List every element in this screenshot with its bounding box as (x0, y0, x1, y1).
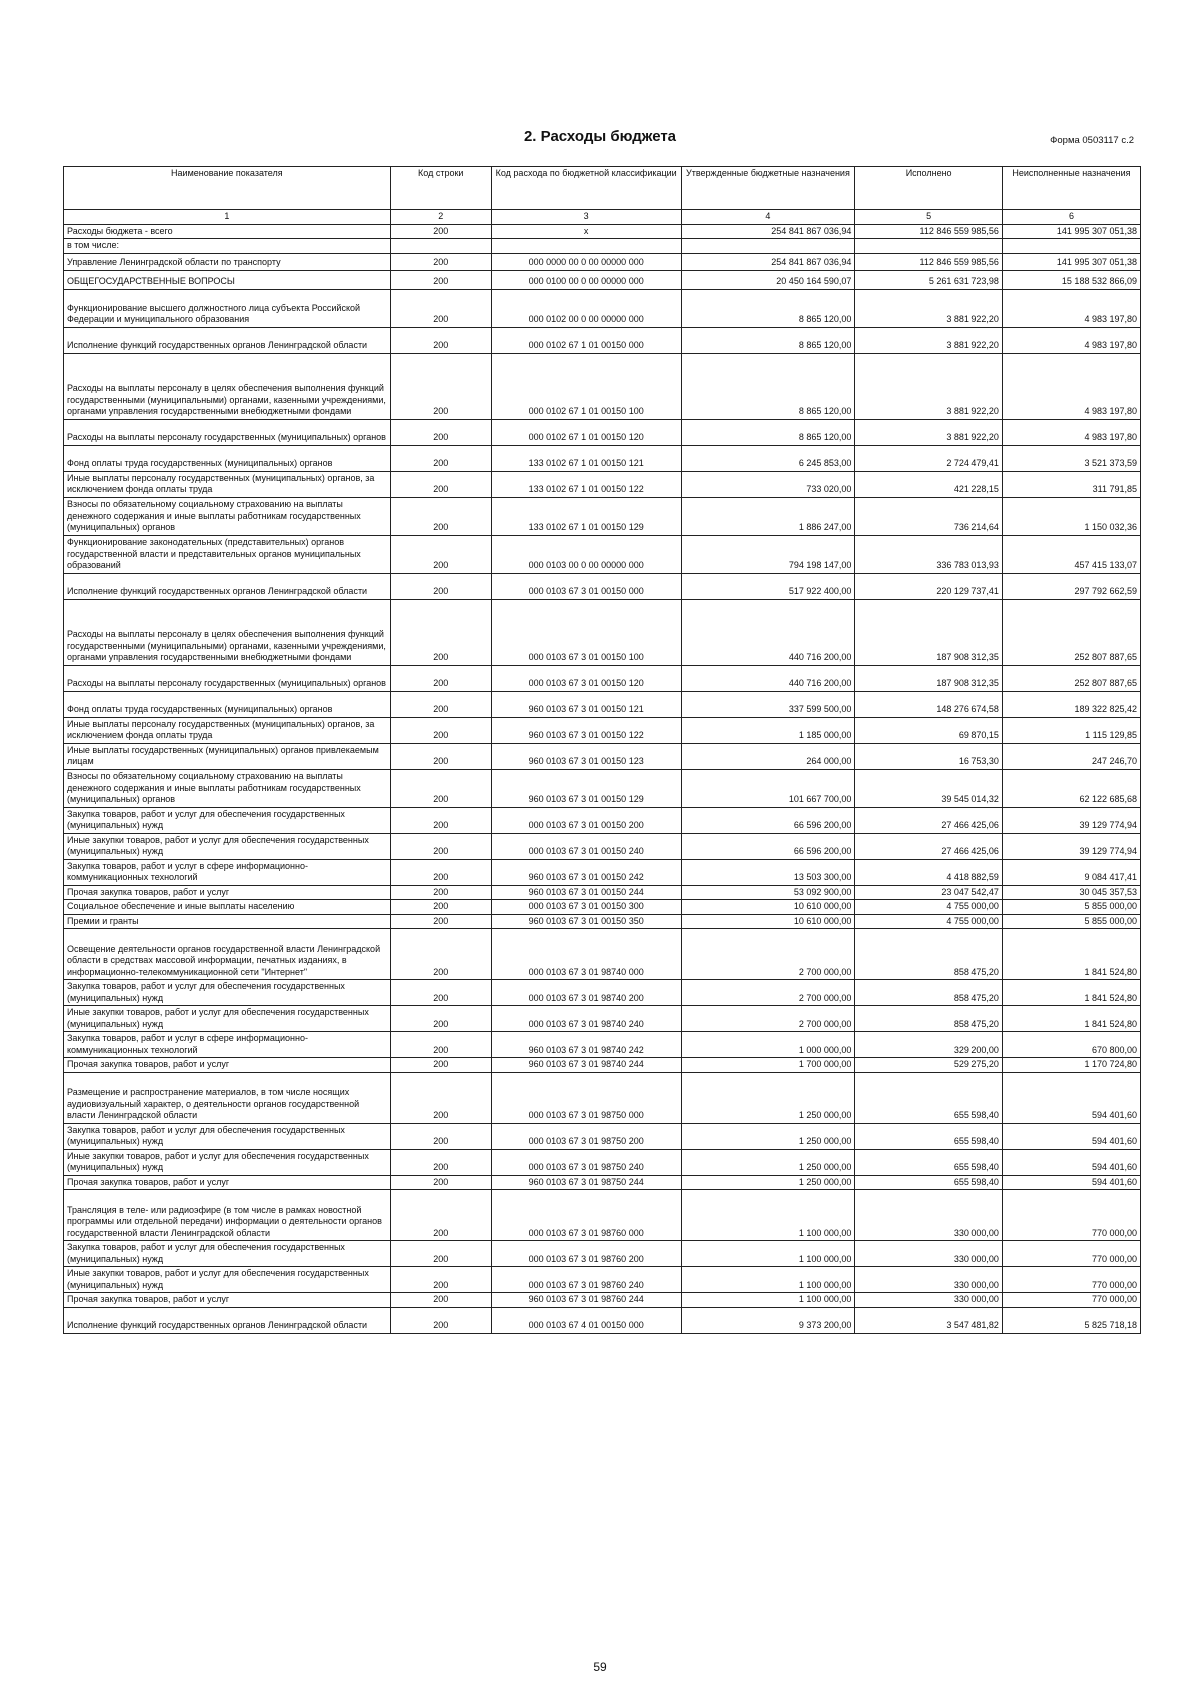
table-row (64, 1058, 1141, 1073)
row-approved-amount: 1 250 000,00 (681, 1149, 855, 1175)
row-executed-amount: 3 881 922,20 (855, 419, 1003, 445)
column-header: Утвержденные бюджетные назначения (681, 167, 855, 210)
table-row (64, 1307, 1141, 1333)
table-row (64, 769, 1141, 807)
row-budget-code: 000 0103 67 3 01 00150 120 (491, 665, 681, 691)
row-line-code: 200 (390, 833, 491, 859)
row-budget-code: 000 0103 67 3 01 98750 240 (491, 1149, 681, 1175)
table-row (64, 1293, 1141, 1308)
row-line-code: 200 (390, 573, 491, 599)
row-line-code: 200 (390, 535, 491, 573)
row-unexecuted-amount: 457 415 133,07 (1002, 535, 1140, 573)
row-executed-amount: 421 228,15 (855, 471, 1003, 497)
table-row (64, 1267, 1141, 1293)
row-line-code: 200 (390, 327, 491, 353)
row-executed-amount (855, 239, 1003, 254)
row-name: Расходы на выплаты персоналу государственных (муниципальных) органов (64, 419, 391, 445)
column-number: 3 (491, 210, 681, 225)
table-row (64, 445, 1141, 471)
row-unexecuted-amount: 670 800,00 (1002, 1032, 1140, 1058)
table-row (64, 1175, 1141, 1190)
column-number: 5 (855, 210, 1003, 225)
row-name: Закупка товаров, работ и услуг для обеспечения государственных (муниципальных) нужд (64, 1123, 391, 1149)
row-name: Премии и гранты (64, 914, 391, 929)
row-budget-code: 000 0103 67 4 01 00150 000 (491, 1307, 681, 1333)
row-budget-code: 960 0103 67 3 01 00150 122 (491, 717, 681, 743)
row-unexecuted-amount: 9 084 417,41 (1002, 859, 1140, 885)
row-budget-code: 960 0103 67 3 01 00150 129 (491, 769, 681, 807)
row-name: Расходы на выплаты персоналу государственных (муниципальных) органов (64, 665, 391, 691)
row-line-code: 200 (390, 1006, 491, 1032)
row-budget-code: 000 0100 00 0 00 00000 000 (491, 270, 681, 289)
row-budget-code: 960 0103 67 3 01 98740 244 (491, 1058, 681, 1073)
row-approved-amount: 794 198 147,00 (681, 535, 855, 573)
table-row (64, 1123, 1141, 1149)
table-row (64, 1072, 1141, 1123)
row-name: Расходы бюджета - всего (64, 224, 391, 239)
column-header: Код расхода по бюджетной классификации (491, 167, 681, 210)
table-row (64, 1006, 1141, 1032)
row-line-code: 200 (390, 1241, 491, 1267)
row-approved-amount: 733 020,00 (681, 471, 855, 497)
row-line-code: 200 (390, 1190, 491, 1241)
table-row (64, 535, 1141, 573)
row-unexecuted-amount: 141 995 307 051,38 (1002, 253, 1140, 270)
row-line-code: 200 (390, 497, 491, 535)
row-approved-amount: 20 450 164 590,07 (681, 270, 855, 289)
row-approved-amount: 9 373 200,00 (681, 1307, 855, 1333)
row-unexecuted-amount (1002, 239, 1140, 254)
table-row (64, 1241, 1141, 1267)
row-name: Закупка товаров, работ и услуг для обеспечения государственных (муниципальных) нужд (64, 980, 391, 1006)
row-line-code: 200 (390, 980, 491, 1006)
row-approved-amount: 440 716 200,00 (681, 599, 855, 665)
row-budget-code: 000 0103 67 3 01 00150 000 (491, 573, 681, 599)
row-approved-amount: 2 700 000,00 (681, 980, 855, 1006)
row-executed-amount: 4 755 000,00 (855, 900, 1003, 915)
row-unexecuted-amount: 594 401,60 (1002, 1149, 1140, 1175)
table-row (64, 833, 1141, 859)
row-approved-amount: 101 667 700,00 (681, 769, 855, 807)
row-executed-amount: 330 000,00 (855, 1293, 1003, 1308)
row-line-code: 200 (390, 471, 491, 497)
row-unexecuted-amount: 30 045 357,53 (1002, 885, 1140, 900)
row-budget-code: 000 0103 67 3 01 98740 200 (491, 980, 681, 1006)
row-unexecuted-amount: 141 995 307 051,38 (1002, 224, 1140, 239)
row-approved-amount: 8 865 120,00 (681, 327, 855, 353)
row-executed-amount: 336 783 013,93 (855, 535, 1003, 573)
row-unexecuted-amount: 1 841 524,80 (1002, 980, 1140, 1006)
row-budget-code: 000 0103 00 0 00 00000 000 (491, 535, 681, 573)
row-executed-amount: 655 598,40 (855, 1149, 1003, 1175)
row-budget-code: 000 0103 67 3 01 00150 300 (491, 900, 681, 915)
table-row (64, 929, 1141, 980)
row-executed-amount: 736 214,64 (855, 497, 1003, 535)
row-budget-code: 960 0103 67 3 01 00150 350 (491, 914, 681, 929)
table-row (64, 859, 1141, 885)
table-row (64, 885, 1141, 900)
row-approved-amount: 440 716 200,00 (681, 665, 855, 691)
row-approved-amount: 1 250 000,00 (681, 1123, 855, 1149)
row-approved-amount: 517 922 400,00 (681, 573, 855, 599)
row-name: Расходы на выплаты персоналу в целях обеспечения выполнения функций государственными (муниципальными) органами, казенными учреждениями, органами управления государственными внебюджетными фондами (64, 599, 391, 665)
row-executed-amount: 187 908 312,35 (855, 599, 1003, 665)
row-line-code: 200 (390, 1072, 491, 1123)
row-name: Иные выплаты персоналу государственных (муниципальных) органов, за исключением фонда оплаты труда (64, 471, 391, 497)
row-name: Иные закупки товаров, работ и услуг для обеспечения государственных (муниципальных) нужд (64, 833, 391, 859)
row-line-code: 200 (390, 717, 491, 743)
row-name: Прочая закупка товаров, работ и услуг (64, 885, 391, 900)
row-budget-code: 000 0103 67 3 01 98760 000 (491, 1190, 681, 1241)
row-name: Функционирование законодательных (представительных) органов государственной власти и представительных органов муниципальных образований (64, 535, 391, 573)
column-number-row (64, 210, 1141, 225)
row-unexecuted-amount: 39 129 774,94 (1002, 807, 1140, 833)
row-name: Управление Ленинградской области по транспорту (64, 253, 391, 270)
row-name: Расходы на выплаты персоналу в целях обеспечения выполнения функций государственными (муниципальными) органами, казенными учреждениями, органами управления государственными внебюджетными фондами (64, 353, 391, 419)
row-approved-amount: 1 100 000,00 (681, 1190, 855, 1241)
table-row (64, 224, 1141, 239)
row-approved-amount: 1 000 000,00 (681, 1032, 855, 1058)
row-name: Взносы по обязательному социальному страхованию на выплаты денежного содержания и иные выплаты работникам государственных (муниципальных) органов (64, 769, 391, 807)
row-approved-amount: 2 700 000,00 (681, 929, 855, 980)
column-header: Исполнено (855, 167, 1003, 210)
row-unexecuted-amount: 770 000,00 (1002, 1190, 1140, 1241)
row-budget-code: 133 0102 67 1 01 00150 121 (491, 445, 681, 471)
row-line-code: 200 (390, 1175, 491, 1190)
row-approved-amount: 66 596 200,00 (681, 807, 855, 833)
row-executed-amount: 330 000,00 (855, 1241, 1003, 1267)
row-budget-code: 000 0103 67 3 01 00150 200 (491, 807, 681, 833)
row-budget-code: 000 0103 67 3 01 98750 000 (491, 1072, 681, 1123)
row-executed-amount: 858 475,20 (855, 929, 1003, 980)
table-row (64, 665, 1141, 691)
row-unexecuted-amount: 1 841 524,80 (1002, 1006, 1140, 1032)
row-executed-amount: 655 598,40 (855, 1123, 1003, 1149)
row-name: Иные закупки товаров, работ и услуг для обеспечения государственных (муниципальных) нужд (64, 1149, 391, 1175)
row-executed-amount: 858 475,20 (855, 980, 1003, 1006)
table-row (64, 743, 1141, 769)
row-line-code: 200 (390, 885, 491, 900)
row-executed-amount: 529 275,20 (855, 1058, 1003, 1073)
row-name: Взносы по обязательному социальному страхованию на выплаты денежного содержания и иные выплаты работникам государственных (муниципальных) органов (64, 497, 391, 535)
row-name: Закупка товаров, работ и услуг в сфере информационно-коммуникационных технологий (64, 1032, 391, 1058)
row-budget-code: 000 0103 67 3 01 00150 240 (491, 833, 681, 859)
row-executed-amount: 23 047 542,47 (855, 885, 1003, 900)
row-name: Иные выплаты персоналу государственных (муниципальных) органов, за исключением фонда оплаты труда (64, 717, 391, 743)
row-name: Иные выплаты государственных (муниципальных) органов привлекаемым лицам (64, 743, 391, 769)
row-executed-amount: 69 870,15 (855, 717, 1003, 743)
row-executed-amount: 4 418 882,59 (855, 859, 1003, 885)
table-row (64, 691, 1141, 717)
table-row (64, 1190, 1141, 1241)
row-budget-code: x (491, 224, 681, 239)
row-budget-code: 960 0103 67 3 01 98760 244 (491, 1293, 681, 1308)
row-budget-code: 960 0103 67 3 01 00150 123 (491, 743, 681, 769)
table-row (64, 353, 1141, 419)
row-name: в том числе: (64, 239, 391, 254)
row-approved-amount: 2 700 000,00 (681, 1006, 855, 1032)
row-line-code: 200 (390, 665, 491, 691)
row-unexecuted-amount: 5 855 000,00 (1002, 914, 1140, 929)
row-unexecuted-amount: 62 122 685,68 (1002, 769, 1140, 807)
row-executed-amount: 3 881 922,20 (855, 353, 1003, 419)
row-approved-amount: 1 700 000,00 (681, 1058, 855, 1073)
row-line-code: 200 (390, 224, 491, 239)
row-approved-amount: 254 841 867 036,94 (681, 224, 855, 239)
row-name: Функционирование высшего должностного лица субъекта Российской Федерации и муниципального образования (64, 289, 391, 327)
row-budget-code: 133 0102 67 1 01 00150 122 (491, 471, 681, 497)
row-name: Трансляция в теле- или радиоэфире (в том числе в рамках новостной программы или отдельной передачи) информации о деятельности органов государственной власти Ленинградской области (64, 1190, 391, 1241)
row-name: Прочая закупка товаров, работ и услуг (64, 1058, 391, 1073)
row-executed-amount: 5 261 631 723,98 (855, 270, 1003, 289)
row-budget-code: 960 0103 67 3 01 00150 121 (491, 691, 681, 717)
row-approved-amount: 1 100 000,00 (681, 1293, 855, 1308)
row-line-code: 200 (390, 929, 491, 980)
row-unexecuted-amount: 252 807 887,65 (1002, 599, 1140, 665)
row-executed-amount: 655 598,40 (855, 1175, 1003, 1190)
row-budget-code: 000 0102 67 1 01 00150 120 (491, 419, 681, 445)
table-row (64, 914, 1141, 929)
table-row (64, 419, 1141, 445)
row-unexecuted-amount: 1 841 524,80 (1002, 929, 1140, 980)
row-line-code: 200 (390, 691, 491, 717)
row-unexecuted-amount: 594 401,60 (1002, 1175, 1140, 1190)
table-row (64, 327, 1141, 353)
row-budget-code: 960 0103 67 3 01 00150 244 (491, 885, 681, 900)
row-unexecuted-amount: 311 791,85 (1002, 471, 1140, 497)
row-budget-code: 960 0103 67 3 01 98750 244 (491, 1175, 681, 1190)
table-row (64, 1032, 1141, 1058)
form-code: Форма 0503117 с.2 (1050, 135, 1134, 146)
row-line-code: 200 (390, 1123, 491, 1149)
row-budget-code: 000 0102 67 1 01 00150 000 (491, 327, 681, 353)
row-name: Фонд оплаты труда государственных (муниципальных) органов (64, 691, 391, 717)
row-executed-amount: 148 276 674,58 (855, 691, 1003, 717)
table-row (64, 807, 1141, 833)
row-unexecuted-amount: 4 983 197,80 (1002, 327, 1140, 353)
column-number: 1 (64, 210, 391, 225)
row-approved-amount: 53 092 900,00 (681, 885, 855, 900)
row-line-code: 200 (390, 445, 491, 471)
row-line-code (390, 239, 491, 254)
row-approved-amount: 6 245 853,00 (681, 445, 855, 471)
table-row (64, 471, 1141, 497)
row-unexecuted-amount: 189 322 825,42 (1002, 691, 1140, 717)
row-name: Иные закупки товаров, работ и услуг для обеспечения государственных (муниципальных) нужд (64, 1006, 391, 1032)
row-name: Исполнение функций государственных органов Ленинградской области (64, 1307, 391, 1333)
column-header: Код строки (390, 167, 491, 210)
table-header-row (64, 167, 1141, 210)
row-name: Иные закупки товаров, работ и услуг для обеспечения государственных (муниципальных) нужд (64, 1267, 391, 1293)
column-number: 2 (390, 210, 491, 225)
row-approved-amount: 254 841 867 036,94 (681, 253, 855, 270)
row-approved-amount: 8 865 120,00 (681, 289, 855, 327)
row-approved-amount: 66 596 200,00 (681, 833, 855, 859)
report-title: 2. Расходы бюджета (523, 128, 677, 145)
budget-expenses-table (63, 166, 1141, 1334)
row-budget-code: 000 0000 00 0 00 00000 000 (491, 253, 681, 270)
row-approved-amount: 10 610 000,00 (681, 900, 855, 915)
row-line-code: 200 (390, 914, 491, 929)
row-name: Прочая закупка товаров, работ и услуг (64, 1175, 391, 1190)
row-approved-amount (681, 239, 855, 254)
column-number: 6 (1002, 210, 1140, 225)
row-executed-amount: 3 881 922,20 (855, 289, 1003, 327)
row-line-code: 200 (390, 1149, 491, 1175)
row-budget-code: 960 0103 67 3 01 98740 242 (491, 1032, 681, 1058)
row-approved-amount: 8 865 120,00 (681, 353, 855, 419)
row-approved-amount: 264 000,00 (681, 743, 855, 769)
row-budget-code: 000 0103 67 3 01 98740 240 (491, 1006, 681, 1032)
row-unexecuted-amount: 15 188 532 866,09 (1002, 270, 1140, 289)
column-header: Неисполненные назначения (1002, 167, 1140, 210)
row-approved-amount: 8 865 120,00 (681, 419, 855, 445)
row-line-code: 200 (390, 807, 491, 833)
table-row (64, 573, 1141, 599)
row-line-code: 200 (390, 1058, 491, 1073)
row-name: Прочая закупка товаров, работ и услуг (64, 1293, 391, 1308)
row-line-code: 200 (390, 270, 491, 289)
row-name: ОБЩЕГОСУДАРСТВЕННЫЕ ВОПРОСЫ (64, 270, 391, 289)
row-approved-amount: 1 250 000,00 (681, 1072, 855, 1123)
row-executed-amount: 3 881 922,20 (855, 327, 1003, 353)
row-unexecuted-amount: 4 983 197,80 (1002, 419, 1140, 445)
row-line-code: 200 (390, 1032, 491, 1058)
row-unexecuted-amount: 1 150 032,36 (1002, 497, 1140, 535)
column-number: 4 (681, 210, 855, 225)
row-name: Размещение и распространение материалов, в том числе носящих аудиовизуальный характер, о деятельности органов государственной власти Ленинградской области (64, 1072, 391, 1123)
row-line-code: 200 (390, 253, 491, 270)
row-unexecuted-amount: 4 983 197,80 (1002, 289, 1140, 327)
row-approved-amount: 337 599 500,00 (681, 691, 855, 717)
table-row (64, 253, 1141, 270)
row-line-code: 200 (390, 419, 491, 445)
row-line-code: 200 (390, 1267, 491, 1293)
row-budget-code: 000 0102 00 0 00 00000 000 (491, 289, 681, 327)
row-executed-amount: 330 000,00 (855, 1267, 1003, 1293)
row-executed-amount: 330 000,00 (855, 1190, 1003, 1241)
row-unexecuted-amount: 5 855 000,00 (1002, 900, 1140, 915)
row-unexecuted-amount: 252 807 887,65 (1002, 665, 1140, 691)
row-budget-code: 000 0103 67 3 01 98760 200 (491, 1241, 681, 1267)
row-unexecuted-amount: 770 000,00 (1002, 1267, 1140, 1293)
row-unexecuted-amount: 1 170 724,80 (1002, 1058, 1140, 1073)
table-row (64, 717, 1141, 743)
row-line-code: 200 (390, 353, 491, 419)
row-approved-amount: 1 100 000,00 (681, 1241, 855, 1267)
row-unexecuted-amount: 770 000,00 (1002, 1241, 1140, 1267)
table-row (64, 980, 1141, 1006)
row-executed-amount: 112 846 559 985,56 (855, 224, 1003, 239)
row-name: Фонд оплаты труда государственных (муниципальных) органов (64, 445, 391, 471)
column-header: Наименование показателя (64, 167, 391, 210)
row-budget-code (491, 239, 681, 254)
row-unexecuted-amount: 247 246,70 (1002, 743, 1140, 769)
row-unexecuted-amount: 770 000,00 (1002, 1293, 1140, 1308)
row-approved-amount: 13 503 300,00 (681, 859, 855, 885)
table-row (64, 289, 1141, 327)
row-line-code: 200 (390, 1293, 491, 1308)
row-line-code: 200 (390, 769, 491, 807)
row-unexecuted-amount: 5 825 718,18 (1002, 1307, 1140, 1333)
row-executed-amount: 655 598,40 (855, 1072, 1003, 1123)
row-budget-code: 133 0102 67 1 01 00150 129 (491, 497, 681, 535)
table-row (64, 900, 1141, 915)
row-approved-amount: 1 185 000,00 (681, 717, 855, 743)
row-executed-amount: 39 545 014,32 (855, 769, 1003, 807)
row-budget-code: 000 0102 67 1 01 00150 100 (491, 353, 681, 419)
row-executed-amount: 16 753,30 (855, 743, 1003, 769)
row-executed-amount: 27 466 425,06 (855, 807, 1003, 833)
row-name: Освещение деятельности органов государственной власти Ленинградской области в средствах массовой информации, печатных изданиях, в информационно-телекоммуникационной сети "Интернет" (64, 929, 391, 980)
row-line-code: 200 (390, 289, 491, 327)
row-approved-amount: 1 100 000,00 (681, 1267, 855, 1293)
row-executed-amount: 858 475,20 (855, 1006, 1003, 1032)
table-row (64, 497, 1141, 535)
row-executed-amount: 220 129 737,41 (855, 573, 1003, 599)
row-name: Исполнение функций государственных органов Ленинградской области (64, 573, 391, 599)
row-unexecuted-amount: 1 115 129,85 (1002, 717, 1140, 743)
row-executed-amount: 27 466 425,06 (855, 833, 1003, 859)
row-executed-amount: 329 200,00 (855, 1032, 1003, 1058)
row-name: Исполнение функций государственных органов Ленинградской области (64, 327, 391, 353)
row-unexecuted-amount: 4 983 197,80 (1002, 353, 1140, 419)
row-line-code: 200 (390, 599, 491, 665)
row-approved-amount: 1 886 247,00 (681, 497, 855, 535)
row-unexecuted-amount: 594 401,60 (1002, 1123, 1140, 1149)
page-number: 59 (593, 1660, 607, 1674)
row-executed-amount: 2 724 479,41 (855, 445, 1003, 471)
row-budget-code: 000 0103 67 3 01 00150 100 (491, 599, 681, 665)
row-budget-code: 960 0103 67 3 01 00150 242 (491, 859, 681, 885)
table-row (64, 599, 1141, 665)
row-approved-amount: 1 250 000,00 (681, 1175, 855, 1190)
row-line-code: 200 (390, 1307, 491, 1333)
row-line-code: 200 (390, 900, 491, 915)
row-name: Закупка товаров, работ и услуг для обеспечения государственных (муниципальных) нужд (64, 807, 391, 833)
row-line-code: 200 (390, 859, 491, 885)
row-unexecuted-amount: 3 521 373,59 (1002, 445, 1140, 471)
row-executed-amount: 112 846 559 985,56 (855, 253, 1003, 270)
table-body (64, 224, 1141, 1333)
row-unexecuted-amount: 594 401,60 (1002, 1072, 1140, 1123)
row-approved-amount: 10 610 000,00 (681, 914, 855, 929)
row-line-code: 200 (390, 743, 491, 769)
row-unexecuted-amount: 297 792 662,59 (1002, 573, 1140, 599)
row-name: Социальное обеспечение и иные выплаты населению (64, 900, 391, 915)
row-name: Закупка товаров, работ и услуг для обеспечения государственных (муниципальных) нужд (64, 1241, 391, 1267)
row-name: Закупка товаров, работ и услуг в сфере информационно-коммуникационных технологий (64, 859, 391, 885)
row-budget-code: 000 0103 67 3 01 98740 000 (491, 929, 681, 980)
table-row (64, 1149, 1141, 1175)
row-executed-amount: 3 547 481,82 (855, 1307, 1003, 1333)
row-budget-code: 000 0103 67 3 01 98760 240 (491, 1267, 681, 1293)
row-executed-amount: 187 908 312,35 (855, 665, 1003, 691)
table-row (64, 270, 1141, 289)
table-row (64, 239, 1141, 254)
row-budget-code: 000 0103 67 3 01 98750 200 (491, 1123, 681, 1149)
row-unexecuted-amount: 39 129 774,94 (1002, 833, 1140, 859)
row-executed-amount: 4 755 000,00 (855, 914, 1003, 929)
